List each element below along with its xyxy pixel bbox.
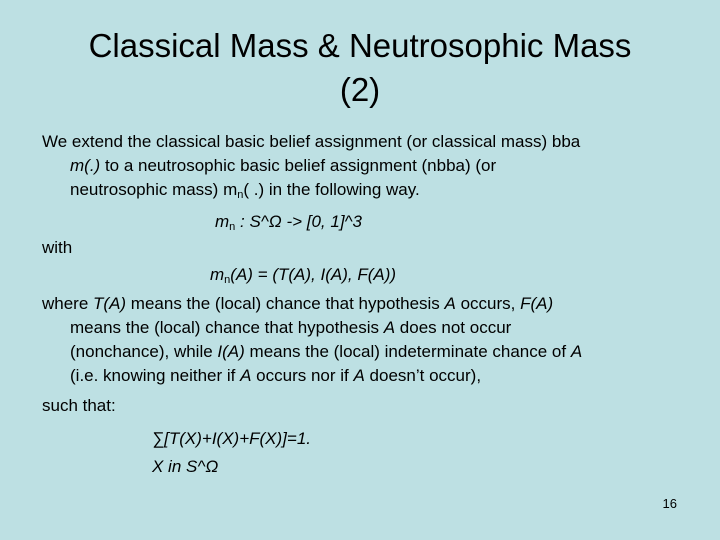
sum-formula xyxy=(152,428,311,450)
formula-m: m xyxy=(215,212,230,231)
text: occurs nor if xyxy=(251,366,354,385)
italic-term: T(A) xyxy=(93,294,127,313)
text: where xyxy=(42,294,94,313)
italic-term: F(A) xyxy=(520,294,554,313)
paragraph-1-line-2-text: to a neutrosophic basic belief assignment (nbba) (or xyxy=(100,156,497,175)
with-label: with xyxy=(42,238,73,257)
title-line-1: Classical Mass & Neutrosophic Mass xyxy=(88,27,632,64)
page-number: 16 xyxy=(662,496,677,511)
formula-mapping: : S^Ω -> [0, 1]^3 xyxy=(235,212,362,231)
italic-term: A xyxy=(570,342,583,361)
sum-expression: ∑[T(X)+I(X)+F(X)]=1. xyxy=(152,429,312,448)
text: (nonchance), while xyxy=(70,342,218,361)
paragraph-2-line-1 xyxy=(42,293,553,315)
paragraph-2-line-3 xyxy=(70,341,582,363)
mass-triple-formula xyxy=(210,264,396,286)
italic-term: A xyxy=(353,366,365,385)
paragraph-1-line-3 xyxy=(70,179,420,201)
italic-term: A xyxy=(383,318,396,337)
sum-range-expression: X in S^Ω xyxy=(152,457,219,476)
subscript-n: n xyxy=(237,189,244,201)
paragraph-1-line-3-tail: ( .) in the following way. xyxy=(243,180,420,199)
paragraph-1-line-1: We extend the classical basic belief assignment (or classical mass) bba xyxy=(42,132,581,151)
formula-subscript: n xyxy=(229,221,236,233)
italic-term: A xyxy=(444,294,456,313)
text: occurs, xyxy=(455,294,521,313)
paragraph-1-line-2 xyxy=(70,155,496,177)
paragraph-1-line-3-text: neutrosophic mass) m xyxy=(70,180,238,199)
text: means the (local) chance that hypothesis xyxy=(70,318,384,337)
formula-subscript: n xyxy=(224,274,231,286)
paragraph-2-line-4 xyxy=(70,365,481,387)
italic-term: A xyxy=(240,366,252,385)
formula-triple: (A) = (T(A), I(A), F(A)) xyxy=(230,265,397,284)
title-line-2: (2) xyxy=(339,71,381,108)
mass-function-symbol: m(.) xyxy=(70,156,101,175)
formula-m: m xyxy=(210,265,225,284)
italic-term: I(A) xyxy=(217,342,245,361)
text: means the (local) chance that hypothesis xyxy=(126,294,445,313)
text: does not occur xyxy=(395,318,512,337)
paragraph-2-line-2 xyxy=(70,317,511,339)
text: doesn’t occur), xyxy=(364,366,482,385)
mass-definition-formula xyxy=(215,211,362,233)
slide-title xyxy=(20,24,700,112)
text: (i.e. knowing neither if xyxy=(70,366,241,385)
text: means the (local) indeterminate chance of xyxy=(244,342,571,361)
sum-range xyxy=(152,456,218,478)
such-that-label: such that: xyxy=(42,396,116,415)
